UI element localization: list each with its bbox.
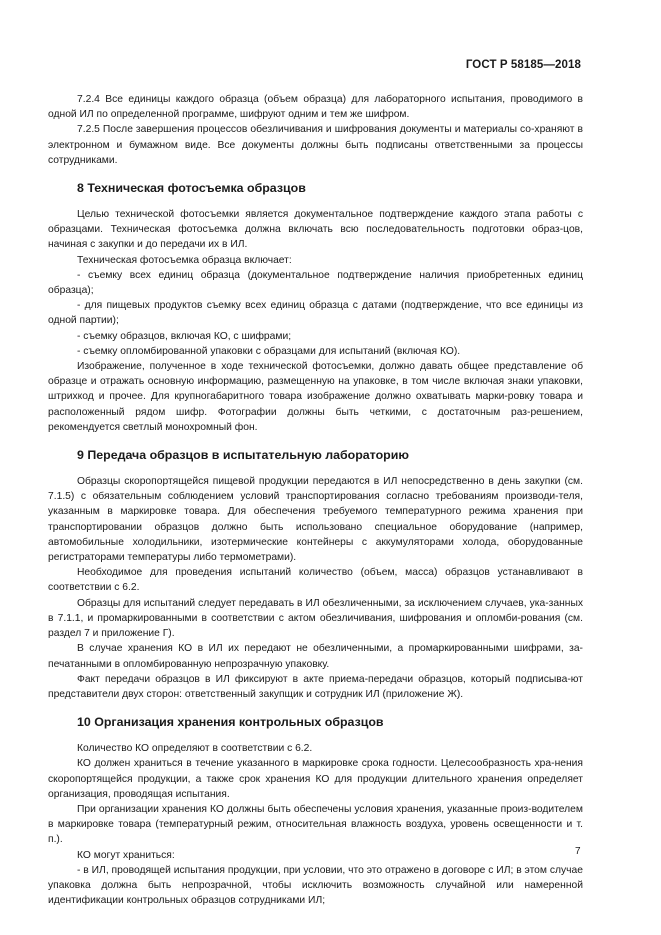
clause-7-2-5: 7.2.5 После завершения процессов обезличивания и шифрования документы и материалы со-храняют в электронном и бумажном виде. Все документы должны быть подписаны ответственными за процессы сотрудниками. [48,124,583,166]
paragraph: В случае хранения КО в ИЛ их передают не обезличенными, а промаркированными шифрами, за-печатанными в опломбированную непрозрачную упаковку. [48,643,583,670]
paragraph: Образцы для испытаний следует передавать в ИЛ обезличенными, за исключением случаев, ука-занных в 7.1.1, и промаркированными в соответствии с актом обезличивания, шифрования и опломби-рования (см. раздел 7 и приложение Г). [48,597,583,640]
paragraph: Техническая фотосъемка образца включает: [77,254,292,266]
standard-header: ГОСТ Р 58185—2018 [465,59,581,71]
list-item: - в ИЛ, проводящей испытания продукции, при условии, что это отражено в договоре с ИЛ; в этом случае упаковка должна быть непрозрачной, чтобы исключить возможность случайной или намеренной идентификации контрольных образцов сотрудниками ИЛ; [48,864,583,907]
list-item: - для пищевых продуктов съемку всех единиц образца с датами (подтверждение, что все единицы из одной партии); [48,300,583,327]
body-text [48,92,583,908]
section-10-heading: 10 Организация хранения контрольных образцов [77,715,384,730]
paragraph: Необходимое для проведения испытаний количество (объем, масса) образцов устанавливают в соответствии с 6.2. [48,567,583,594]
section-9-heading: 9 Передача образцов в испытательную лабораторию [77,448,409,463]
paragraph: Количество КО определяют в соответствии с 6.2. [77,743,313,755]
paragraph: КО могут храниться: [77,849,175,861]
list-item: - съемку образцов, включая КО, с шифрами; [77,330,292,342]
paragraph: При организации хранения КО должны быть обеспечены условия хранения, указанные произ-водителем в маркировке товара (температурный режим, относительная влажность воздуха, уровень освещенности и т. п.). [48,803,583,846]
paragraph: Изображение, полученное в ходе технической фотосъемки, должно давать общее представление об образце и отражать основную информацию, размещенную на упаковке, в том числе включая знаки упаковки, штрихкод и прочее. Для крупногабаритного товара изображение должно охватывать марки-ровку товара и расположенный рядом шифр. Фотографии должны быть четкими, с достаточным раз-решением, рекомендуется светлый монохромный фон. [48,361,583,433]
list-item: - съемку всех единиц образца (документальное подтверждение наличия приобретенных единиц образца); [48,269,583,297]
paragraph: Целью технической фотосъемки является документальное подтверждение каждого этапа работы с образцами. Техническая фотосъемка должна включать всю последовательность подготовки образ-цов, начиная с закупки и до передачи их в ИЛ. [48,209,583,251]
paragraph: КО должен храниться в течение указанного в маркировке срока годности. Целесообразность хра-нения скоропортящейся продукции, а также срок хранения КО для продукции длительного хранения определяет организация, проводящая испытания. [48,758,583,800]
section-8-heading: 8 Техническая фотосъемка образцов [77,181,306,196]
paragraph: Образцы скоропортящейся пищевой продукции передаются в ИЛ непосредственно в день закупки (см. 7.1.5) с обязательным соблюдением условий транспортирования согласно требованиям производи-теля, указанным в маркировке товара. Для обеспечения требуемого температурного режима хранения при транспортировании образцов должно быть использовано специальное оборудование (например, автомобильные холодильники, изотермические контейнеры с аккумуляторами холода, оборудованные регистраторами температуры либо термометрами). [48,476,583,564]
page-number: 7 [575,846,581,857]
list-item: - съемку опломбированной упаковки с образцами для испытаний (включая КО). [77,345,461,357]
clause-7-2-4: 7.2.4 Все единицы каждого образца (объем образца) для лабораторного испытания, проводимого в одной ИЛ по определенной программе, шифруют одним и тем же шифром. [48,94,583,121]
paragraph: Факт передачи образцов в ИЛ фиксируют в акте приема-передачи образцов, который подписыва-ют представители двух сторон: ответственный закупщик и сотрудник ИЛ (приложение Ж). [48,673,583,700]
